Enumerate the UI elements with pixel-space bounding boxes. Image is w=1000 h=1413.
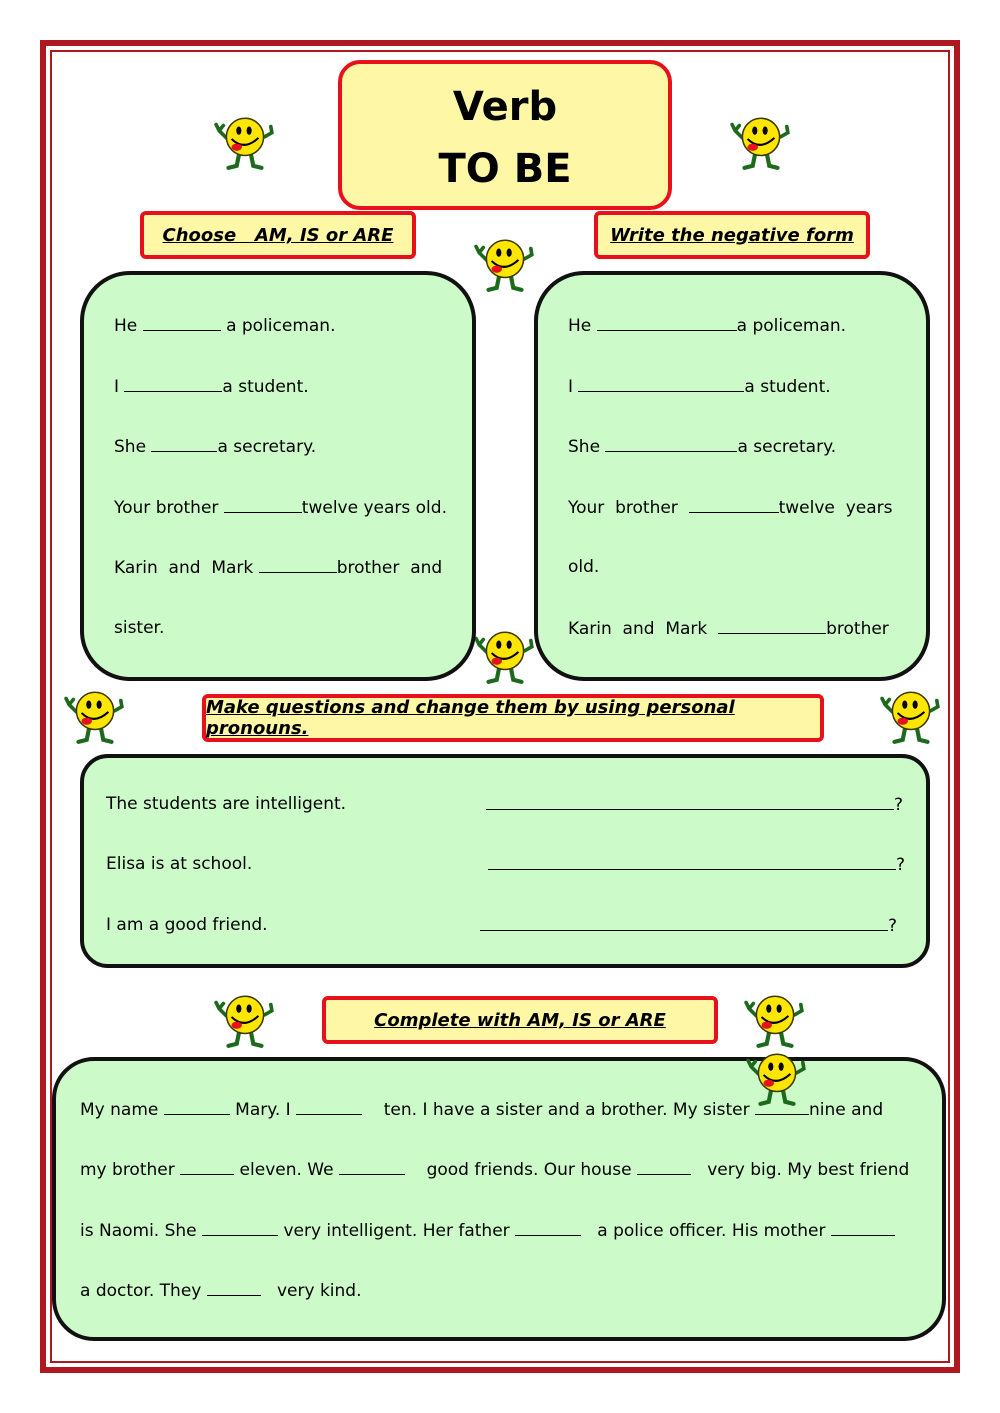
negative-exercise-panel <box>534 271 930 681</box>
line-text: eleven. We <box>239 1160 334 1180</box>
exercise-line <box>568 497 892 518</box>
exercise-line <box>114 376 309 397</box>
line-text: She <box>568 437 601 457</box>
exercise-line <box>106 854 252 874</box>
answer-blank[interactable] <box>339 1159 405 1175</box>
line-text: ten. I have a sister and a brother. My sister <box>383 1100 750 1120</box>
line-text: He <box>568 316 592 336</box>
line-text: Mary. I <box>235 1100 291 1120</box>
line-text: I <box>114 377 120 397</box>
title-line-1: Verb <box>452 84 558 130</box>
answer-blank[interactable] <box>605 436 737 452</box>
worksheet-title <box>338 60 672 210</box>
section-questions-label-text: Make questions and change them by using personal pronouns. <box>206 697 735 739</box>
smiley-icon <box>474 624 536 686</box>
line-text: a student. <box>222 377 309 397</box>
answer-blank[interactable] <box>180 1159 234 1175</box>
line-text: He <box>114 316 138 336</box>
exercise-line <box>568 376 831 397</box>
exercise-line <box>568 315 846 336</box>
answer-blank[interactable] <box>202 1220 278 1236</box>
line-text: a policeman. <box>736 316 847 336</box>
exercise-line <box>80 1220 895 1241</box>
section-complete-label <box>322 996 718 1044</box>
answer-blank[interactable] <box>259 557 337 573</box>
line-text: I <box>568 377 574 397</box>
answer-blank[interactable] <box>515 1220 581 1236</box>
answer-blank[interactable] <box>164 1099 230 1115</box>
section-choose-label <box>140 211 416 259</box>
answer-line <box>486 794 903 815</box>
line-text: very intelligent. Her father <box>283 1221 510 1241</box>
line-text: a police officer. His mother <box>597 1221 826 1241</box>
line-text: very kind. <box>276 1281 362 1301</box>
exercise-line <box>568 618 889 639</box>
exercise-line <box>114 497 447 518</box>
section-negative-label-text: Write the negative form <box>610 224 854 246</box>
answer-blank[interactable] <box>831 1220 895 1236</box>
answer-blank[interactable] <box>296 1099 362 1115</box>
answer-blank[interactable] <box>578 376 744 392</box>
line-text: My name <box>80 1100 159 1120</box>
line-text: a policeman. <box>226 316 336 336</box>
question-mark: ? <box>888 916 898 936</box>
smiley-icon <box>730 110 792 172</box>
answer-blank[interactable] <box>486 794 894 810</box>
smiley-icon <box>214 110 276 172</box>
section-choose-label-text: Choose AM, IS or ARE <box>162 224 394 246</box>
line-text: a secretary. <box>737 437 837 457</box>
smiley-icon <box>744 988 806 1050</box>
section-questions-label <box>202 694 824 742</box>
smiley-icon <box>474 232 536 294</box>
exercise-line <box>80 1280 361 1301</box>
line-text: old. <box>568 557 600 577</box>
line-text: Karin and Mark <box>114 558 254 578</box>
answer-blank[interactable] <box>718 618 826 634</box>
exercise-line <box>114 436 316 457</box>
question-mark: ? <box>894 795 904 815</box>
section-negative-label <box>594 211 870 259</box>
answer-blank[interactable] <box>637 1159 691 1175</box>
line-text: The students are intelligent. <box>106 794 347 814</box>
choose-exercise-panel <box>80 271 476 681</box>
answer-blank[interactable] <box>151 436 217 452</box>
line-text: She <box>114 437 147 457</box>
line-text: Your brother <box>114 498 219 518</box>
line-text: I am a good friend. <box>106 915 268 935</box>
answer-line <box>488 854 905 875</box>
answer-blank[interactable] <box>480 915 888 931</box>
answer-line <box>480 915 897 936</box>
line-text: Karin and Mark <box>568 619 708 639</box>
line-text: Elisa is at school. <box>106 854 253 874</box>
line-text: very big. My best friend <box>707 1160 910 1180</box>
line-text: good friends. Our house <box>426 1160 632 1180</box>
line-text: brother and <box>336 558 443 578</box>
answer-blank[interactable] <box>143 315 221 331</box>
exercise-line <box>568 436 836 457</box>
section-complete-label-text: Complete with AM, IS or ARE <box>374 1009 666 1031</box>
line-text: brother <box>826 619 889 639</box>
line-text: a secretary. <box>217 437 317 457</box>
title-line-2: TO BE <box>438 146 572 192</box>
line-text: my brother <box>80 1160 175 1180</box>
exercise-line <box>114 618 164 638</box>
answer-blank[interactable] <box>207 1280 261 1296</box>
exercise-line <box>568 557 599 577</box>
line-text: sister. <box>114 618 165 638</box>
smiley-icon <box>746 1046 808 1108</box>
questions-exercise-panel <box>80 754 930 968</box>
answer-blank[interactable] <box>597 315 737 331</box>
line-text: twelve years <box>778 498 893 518</box>
exercise-line <box>106 794 346 814</box>
line-text: Your brother <box>568 498 678 518</box>
smiley-icon <box>214 988 276 1050</box>
complete-exercise-panel <box>52 1057 946 1341</box>
line-text: nine and <box>809 1100 884 1120</box>
exercise-line <box>106 915 268 935</box>
smiley-icon <box>64 684 126 746</box>
line-text: twelve years old. <box>301 498 447 518</box>
question-mark: ? <box>896 855 906 875</box>
answer-blank[interactable] <box>689 497 779 513</box>
exercise-line <box>114 315 335 336</box>
line-text: a student. <box>744 377 831 397</box>
answer-blank[interactable] <box>124 376 222 392</box>
line-text: is Naomi. She <box>80 1221 197 1241</box>
answer-blank[interactable] <box>488 854 896 870</box>
exercise-line <box>114 557 442 578</box>
answer-blank[interactable] <box>224 497 302 513</box>
exercise-line <box>80 1159 909 1180</box>
smiley-icon <box>880 684 942 746</box>
line-text: a doctor. They <box>80 1281 202 1301</box>
